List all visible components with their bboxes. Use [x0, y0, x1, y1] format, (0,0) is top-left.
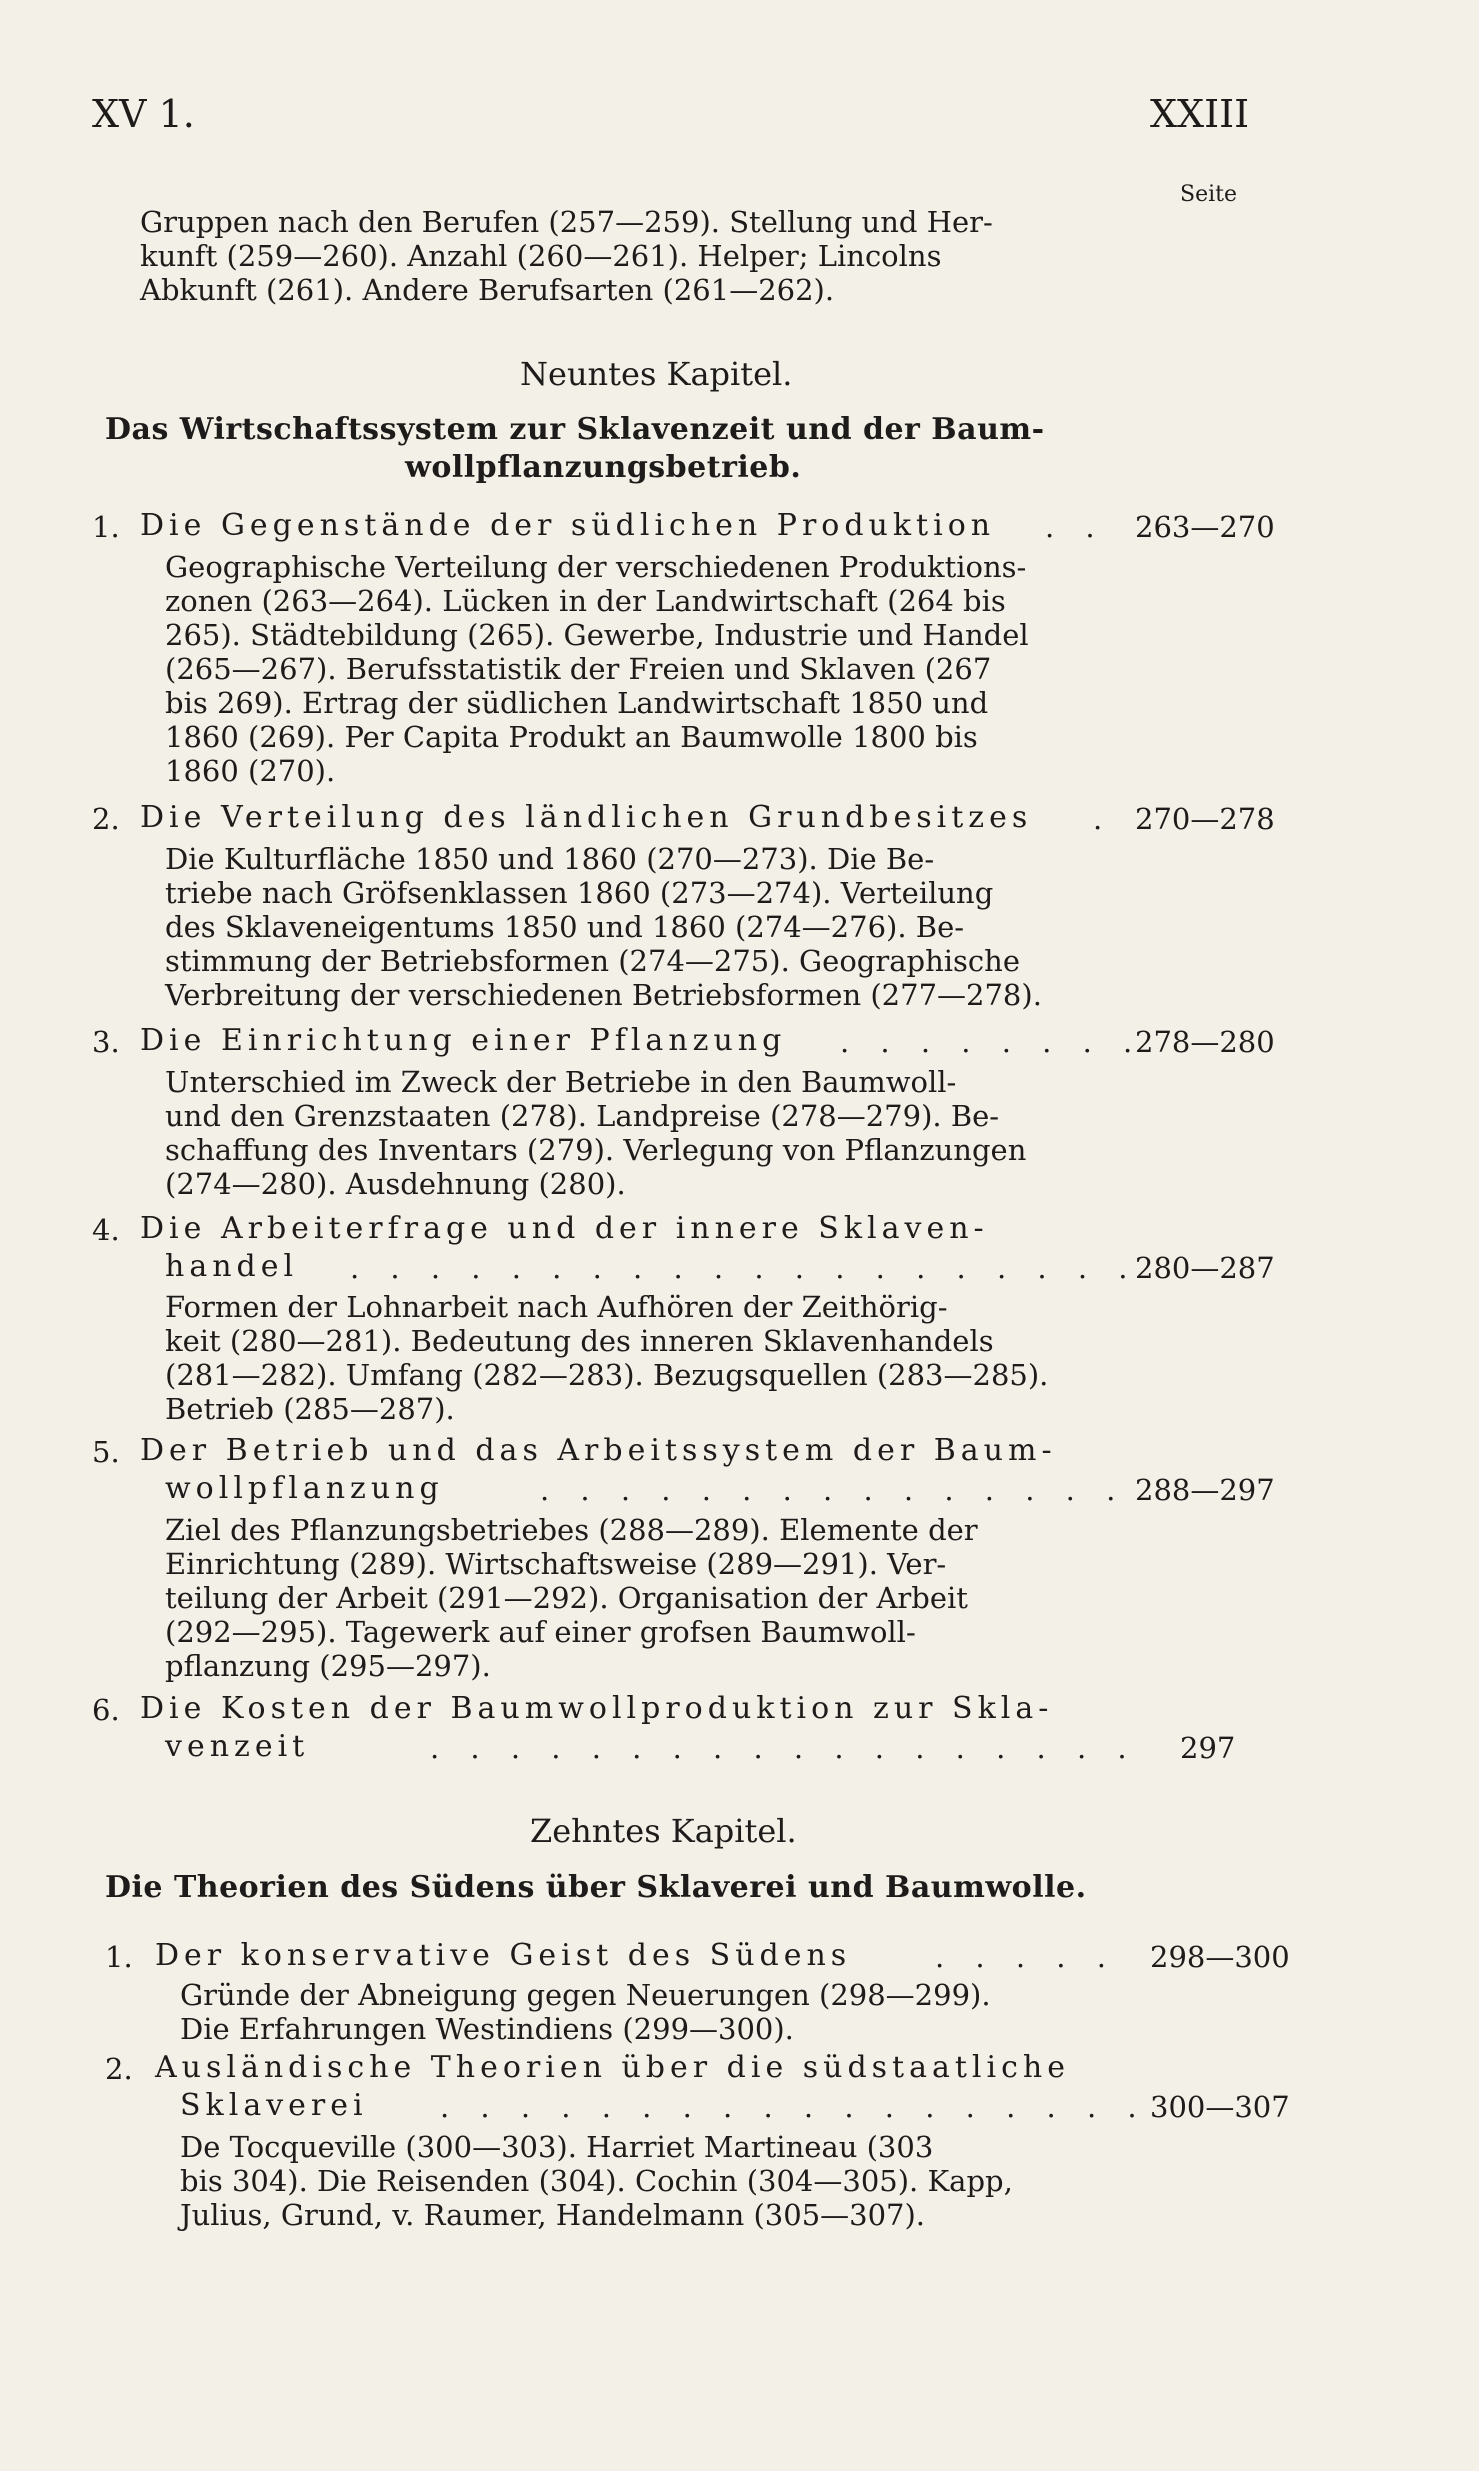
- desc-line: schaffung des Inventars (279). Verlegung von Pflanzungen: [165, 1133, 1027, 1167]
- desc-line: triebe nach Gröfsenklassen 1860 (273—274). Verteilung: [165, 876, 994, 910]
- desc-line: Die Kulturfläche 1850 und 1860 (270—273). Die Be-: [165, 842, 935, 876]
- entry-title-line[interactable]: Der Betrieb und das Arbeitssystem der Baum-: [140, 1433, 1057, 1468]
- entry-title-line[interactable]: Die Arbeiterfrage und der innere Sklaven-: [140, 1211, 989, 1246]
- leader-dots: . .: [1045, 510, 1106, 544]
- desc-line: zonen (263—264). Lücken in der Landwirtschaft (264 bis: [165, 584, 1006, 618]
- page-range: 298—300: [1150, 1940, 1290, 1974]
- entry-title-line[interactable]: Sklaverei: [180, 2088, 368, 2123]
- entry-number: 1.: [92, 510, 120, 544]
- desc-line: des Sklaveneigentums 1850 und 1860 (274—276). Be-: [165, 910, 965, 944]
- desc-line: pflanzung (295—297).: [165, 1649, 491, 1683]
- desc-line: teilung der Arbeit (291—292). Organisation der Arbeit: [165, 1581, 968, 1615]
- entry-number: 3.: [92, 1025, 120, 1059]
- leader-dots: . . . . . . . . . . . . . . . . . . . .: [350, 1251, 1139, 1285]
- entry-number: 1.: [105, 1940, 133, 1974]
- desc-line: 265). Städtebildung (265). Gewerbe, Industrie und Handel: [165, 618, 1029, 652]
- desc-line: De Tocqueville (300—303). Harriet Martineau (303: [180, 2130, 934, 2164]
- desc-line: (281—282). Umfang (282—283). Bezugsquellen (283—285).: [165, 1358, 1049, 1392]
- entry-title[interactable]: Der konservative Geist des Südens: [155, 1938, 852, 1973]
- desc-line: keit (280—281). Bedeutung des inneren Sklavenhandels: [165, 1324, 994, 1358]
- page-range: 263—270: [1135, 510, 1275, 544]
- entry-number: 4.: [92, 1213, 120, 1247]
- desc-line: 1860 (270).: [165, 754, 336, 788]
- page-range: 270—278: [1135, 802, 1275, 836]
- entry-description: [165, 1065, 1105, 1201]
- desc-line: Ziel des Pflanzungsbetriebes (288—289). Elemente der: [165, 1513, 978, 1547]
- intro-line: kunft (259—260). Anzahl (260—261). Helper; Lincolns: [140, 239, 942, 273]
- entry-description: [165, 1290, 1105, 1426]
- desc-line: (292—295). Tagewerk auf einer grofsen Baumwoll-: [165, 1615, 916, 1649]
- desc-line: Formen der Lohnarbeit nach Aufhören der Zeithörig-: [165, 1290, 948, 1324]
- leader-dots: . . . . . . . . . . . . . . . . . .: [430, 1731, 1138, 1765]
- chapter-heading: Zehntes Kapitel.: [530, 1812, 797, 1850]
- desc-line: Verbreitung der verschiedenen Betriebsformen (277—278).: [165, 978, 1042, 1012]
- entry-title[interactable]: Die Verteilung des ländlichen Grundbesitzes: [140, 800, 1033, 835]
- desc-line: 1860 (269). Per Capita Produkt an Baumwolle 1800 bis: [165, 720, 978, 754]
- entry-number: 5.: [92, 1435, 120, 1469]
- entry-description: [180, 2130, 1120, 2232]
- entry-title-line[interactable]: wollpflanzung: [165, 1471, 444, 1506]
- entry-number: 2.: [92, 802, 120, 836]
- page-range: 278—280: [1135, 1025, 1275, 1059]
- desc-line: Julius, Grund, v. Raumer, Handelmann (305—307).: [180, 2198, 926, 2232]
- page-range: 288—297: [1135, 1473, 1275, 1507]
- entry-number: 2.: [105, 2052, 133, 2086]
- chapter-title: Die Theorien des Südens über Sklaverei und Baumwolle.: [105, 1870, 1087, 1905]
- entry-title-line[interactable]: venzeit: [165, 1729, 310, 1764]
- leader-dots: . . . . .: [935, 1940, 1117, 1974]
- entry-description: [180, 1978, 1120, 2046]
- toc-entry[interactable]: [92, 510, 120, 544]
- desc-line: Gründe der Abneigung gegen Neuerungen (298—299).: [180, 1978, 991, 2012]
- desc-line: (265—267). Berufsstatistik der Freien und Sklaven (267: [165, 652, 992, 686]
- entry-title-line[interactable]: handel: [165, 1249, 299, 1284]
- chapter-heading: Neuntes Kapitel.: [520, 355, 793, 393]
- entry-title-line[interactable]: Ausländische Theorien über die südstaatliche: [155, 2050, 1070, 2085]
- desc-line: Einrichtung (289). Wirtschaftsweise (289—291). Ver-: [165, 1547, 947, 1581]
- page-range: 297: [1180, 1731, 1236, 1765]
- seite-label: Seite: [1180, 182, 1237, 207]
- leader-dots: . . . . . . . .: [840, 1025, 1144, 1059]
- page-number-roman: XXIII: [1150, 92, 1250, 136]
- desc-line: stimmung der Betriebsformen (274—275). Geographische: [165, 944, 1020, 978]
- leader-dots: . . . . . . . . . . . . . . . . . .: [440, 2090, 1148, 2124]
- desc-line: und den Grenzstaaten (278). Landpreise (278—279). Be-: [165, 1099, 1000, 1133]
- entry-title[interactable]: Die Einrichtung einer Pflanzung: [140, 1023, 787, 1058]
- page-range: 280—287: [1135, 1251, 1275, 1285]
- entry-title: Die Gegenstände der südlichen Produktion: [140, 508, 996, 543]
- entry-description: [165, 842, 1105, 1012]
- desc-line: Unterschied im Zweck der Betriebe in den Baumwoll-: [165, 1065, 957, 1099]
- leader-dots: . . . . . . . . . . . . . . .: [540, 1473, 1127, 1507]
- desc-line: Geographische Verteilung der verschiedenen Produktions-: [165, 550, 1027, 584]
- entry-description: [165, 1513, 1105, 1683]
- page-range: 300—307: [1150, 2090, 1290, 2124]
- page-header-left: XV 1.: [92, 92, 195, 136]
- desc-line: Die Erfahrungen Westindiens (299—300).: [180, 2012, 794, 2046]
- desc-line: bis 304). Die Reisenden (304). Cochin (304—305). Kapp,: [180, 2164, 1013, 2198]
- chapter-title-line: wollpflanzungsbetrieb.: [405, 450, 802, 485]
- entry-description: [165, 550, 1105, 788]
- entry-number: 6.: [92, 1693, 120, 1727]
- intro-line: Gruppen nach den Berufen (257—259). Stellung und Her-: [140, 205, 993, 239]
- intro-line: Abkunft (261). Andere Berufsarten (261—262).: [140, 273, 835, 307]
- desc-line: (274—280). Ausdehnung (280).: [165, 1167, 626, 1201]
- desc-line: Betrieb (285—287).: [165, 1392, 455, 1426]
- leader-dots: .: [1093, 802, 1114, 836]
- intro-paragraph: [140, 205, 1105, 307]
- entry-title-line[interactable]: Die Kosten der Baumwollproduktion zur Skla-: [140, 1691, 1054, 1726]
- chapter-title-line: Das Wirtschaftssystem zur Sklavenzeit und der Baum-: [105, 412, 1045, 447]
- desc-line: bis 269). Ertrag der südlichen Landwirtschaft 1850 und: [165, 686, 989, 720]
